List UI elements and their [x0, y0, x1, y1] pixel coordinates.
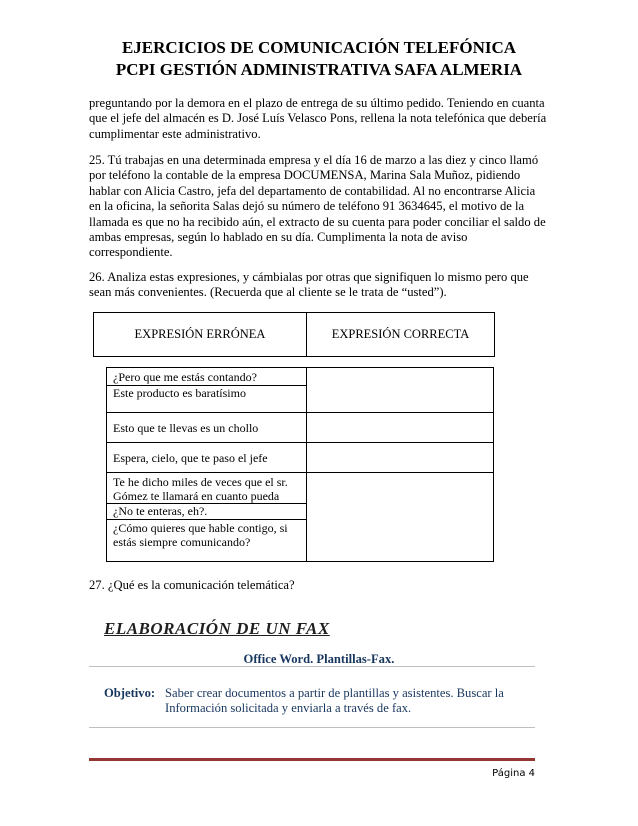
table-header-row	[94, 313, 495, 357]
paragraph-text: 25. Tú trabajas en una determinada empresa y el día 16 de marzo a las diez y cinco llamó por teléfono la contable de la empresa DOCUMENSA, Marina Sala Muñoz, pidiendo hablar con Alicia Castro, jefa del departamento de contabilidad. Al no encontrarse Alicia en la oficina, la señorita Salas dejó su número de teléfono 91 3634645, el motivo de la llamada es que no ha recibido aún, el extracto de su cuenta para poder conciliar el saldo de ambas empresas, según lo hablado en su día. Cumplimenta la nota de aviso correspondiente.	[89, 153, 546, 260]
section-divider	[89, 727, 535, 728]
objective-label: Objetivo:	[104, 686, 156, 700]
footer-rule	[89, 758, 535, 761]
fax-section-subtitle: Office Word. Plantillas-Fax.	[243, 652, 395, 666]
exercise-25	[89, 153, 549, 261]
header-title-line2: PCPI GESTIÓN ADMINISTRATIVA SAFA ALMERIA	[115, 60, 523, 79]
paragraph-text: 26. Analiza estas expresiones, y cámbialas por otras que signifiquen lo mismo pero que sean más convenientes. (Recuerda que al cliente se le trata de “usted”).	[89, 270, 529, 300]
column-header-correct: EXPRESIÓN CORRECTA	[307, 313, 495, 357]
expressions-body	[106, 367, 494, 562]
paragraph-text: 27. ¿Qué es la comunicación telemática?	[89, 578, 295, 592]
wrong-expression: ¿No te enteras, eh?.	[113, 504, 208, 518]
table-row	[107, 368, 494, 386]
column-header-wrong: EXPRESIÓN ERRÓNEA	[94, 313, 307, 357]
table-row	[107, 473, 494, 504]
wrong-expression: Te he dicho miles de veces que el sr. Gómez te llamará en cuanto pueda	[113, 475, 288, 503]
paragraph-text: preguntando por la demora en el plazo de entrega de su último pedido. Teniendo en cuanta que el jefe del almacén es D. José Luís Velasco Pons, rellena la nota telefónica que debería cumplimentar este administrativo.	[89, 96, 547, 141]
page-number: Página 4	[492, 768, 535, 779]
expressions-table	[93, 312, 495, 369]
correct-expression-cell[interactable]	[307, 413, 494, 443]
objective-text: Saber crear documentos a partir de plantillas y asistentes. Buscar la Información solicitada y enviarla a través de fax.	[165, 686, 504, 715]
exercise-26	[89, 270, 549, 301]
wrong-expression: Este producto es baratísimo	[113, 386, 246, 400]
wrong-expression: Esto que te llevas es un chollo	[113, 421, 259, 435]
correct-expression-cell[interactable]	[307, 443, 494, 473]
table-row	[107, 413, 494, 443]
fax-section-title: ELABORACIÓN DE UN FAX	[104, 619, 330, 638]
exercise-27	[89, 578, 549, 593]
header-title-line1: EJERCICIOS DE COMUNICACIÓN TELEFÓNICA	[121, 38, 517, 57]
wrong-expression: Espera, cielo, que te paso el jefe	[113, 451, 268, 465]
wrong-expression: ¿Cómo quieres que hable contigo, si estás siempre comunicando?	[113, 521, 288, 549]
correct-expression-cell[interactable]	[307, 368, 494, 413]
paragraph-24-continuation	[89, 96, 549, 142]
correct-expression-cell[interactable]	[307, 473, 494, 562]
table-row	[107, 443, 494, 473]
wrong-expression: ¿Pero que me estás contando?	[113, 370, 257, 384]
